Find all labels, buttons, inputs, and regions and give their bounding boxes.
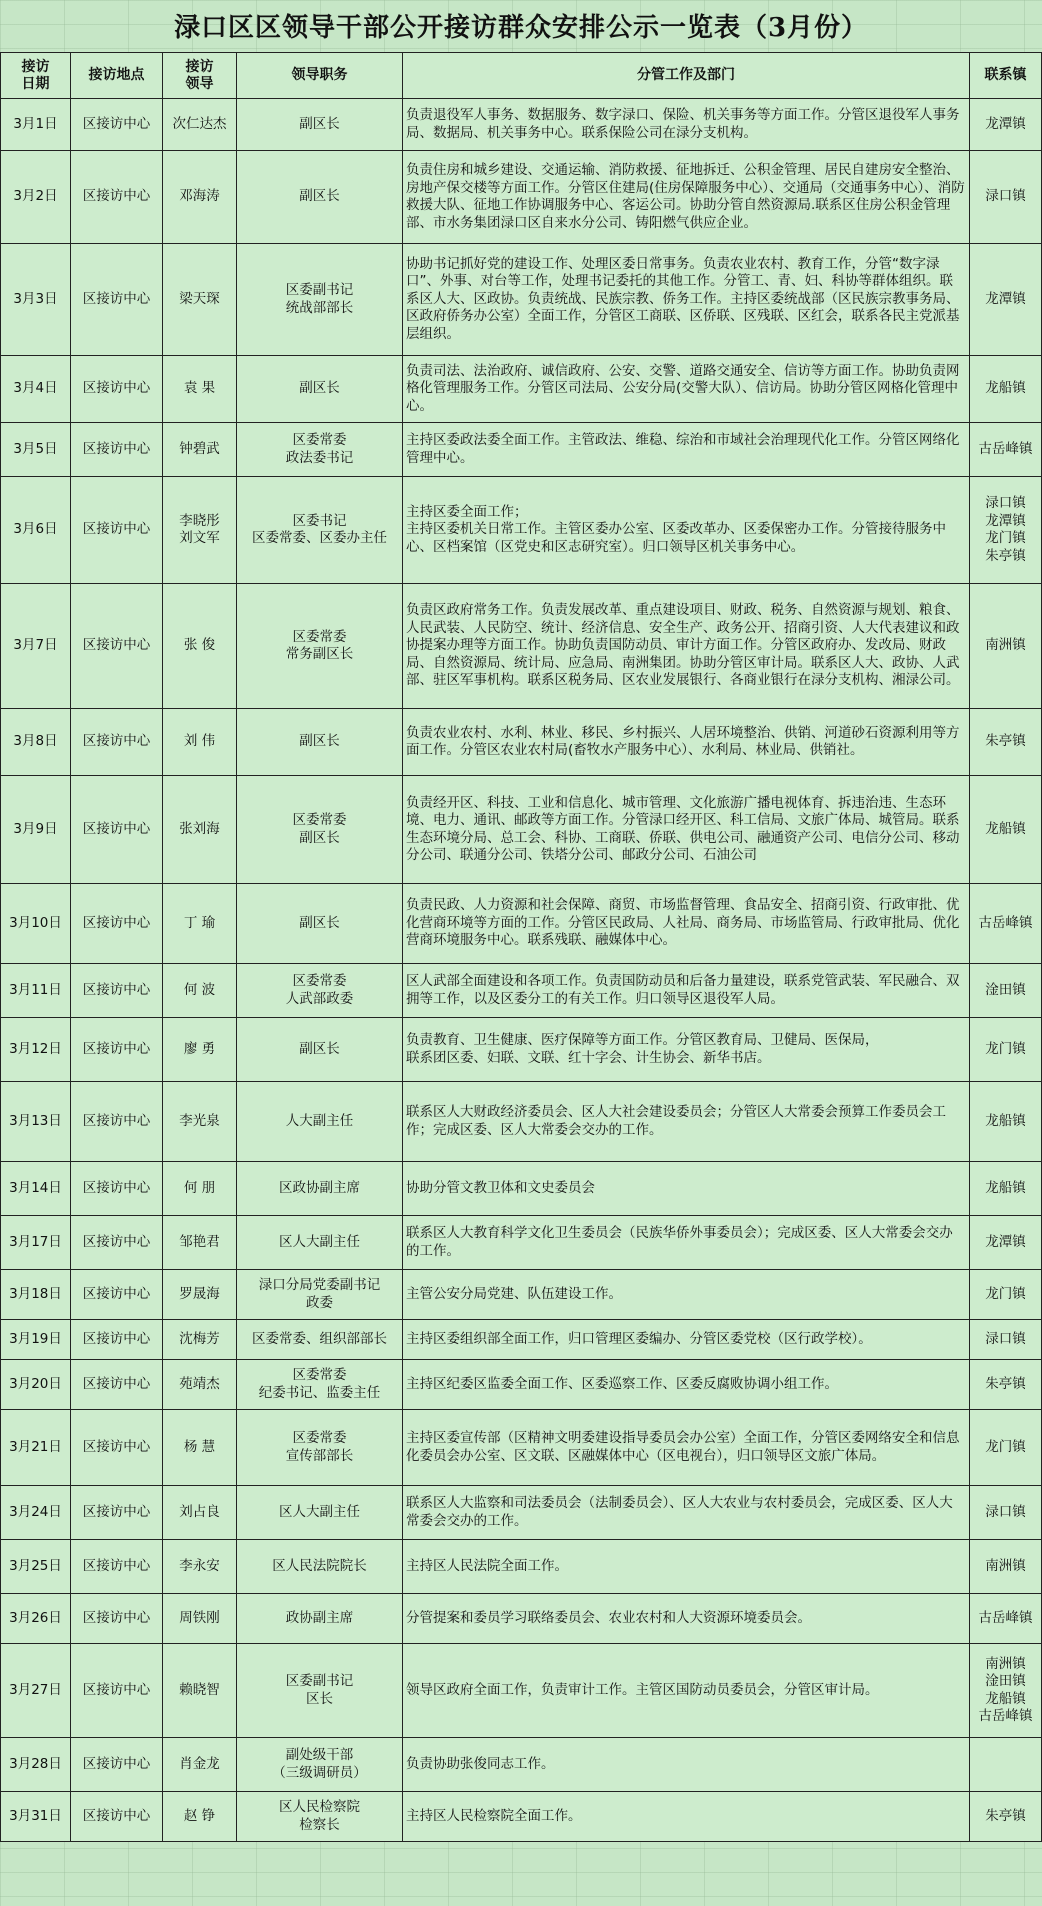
table-row bbox=[1, 584, 1042, 709]
cell-date: 3月4日 bbox=[1, 356, 71, 423]
table-row bbox=[1, 356, 1042, 423]
header-leader: 接访 领导 bbox=[163, 53, 237, 99]
cell-position: 区委副书记 区长 bbox=[237, 1644, 403, 1738]
table-row bbox=[1, 244, 1042, 356]
cell-duties: 主持区人民检察院全面工作。 bbox=[403, 1792, 970, 1842]
cell-leader: 何 朋 bbox=[163, 1162, 237, 1216]
cell-position: 区人民法院院长 bbox=[237, 1540, 403, 1594]
table-row bbox=[1, 709, 1042, 776]
table-row bbox=[1, 964, 1042, 1018]
table-row bbox=[1, 477, 1042, 584]
cell-duties: 主持区委宣传部（区精神文明委建设指导委员会办公室）全面工作，分管区委网络安全和信息化委员会办公室、区文联、区融媒体中心（区电视台），归口领导区文旅广体局。 bbox=[403, 1410, 970, 1486]
cell-contact: 朱亭镇 bbox=[970, 1792, 1042, 1842]
cell-place: 区接访中心 bbox=[71, 1082, 163, 1162]
cell-leader: 刘 伟 bbox=[163, 709, 237, 776]
cell-leader: 钟碧武 bbox=[163, 423, 237, 477]
cell-contact: 龙船镇 bbox=[970, 776, 1042, 884]
cell-duties: 主持区人民法院全面工作。 bbox=[403, 1540, 970, 1594]
table-row bbox=[1, 1738, 1042, 1792]
cell-leader: 杨 慧 bbox=[163, 1410, 237, 1486]
table-row bbox=[1, 423, 1042, 477]
cell-leader: 李永安 bbox=[163, 1540, 237, 1594]
cell-date: 3月9日 bbox=[1, 776, 71, 884]
header-place: 接访地点 bbox=[71, 53, 163, 99]
cell-contact: 龙船镇 bbox=[970, 1082, 1042, 1162]
table-row bbox=[1, 1792, 1042, 1842]
cell-date: 3月7日 bbox=[1, 584, 71, 709]
cell-contact: 古岳峰镇 bbox=[970, 884, 1042, 964]
cell-duties: 负责司法、法治政府、诚信政府、公安、交警、道路交通安全、信访等方面工作。协助负责网格化管理服务工作。分管区司法局、公安分局(交警大队）、信访局。协助分管区网格化管理中心。 bbox=[403, 356, 970, 423]
cell-position: 区委常委 纪委书记、监委主任 bbox=[237, 1360, 403, 1410]
cell-duties: 负责民政、人力资源和社会保障、商贸、市场监督管理、食品安全、招商引资、行政审批、优化营商环境等方面的工作。分管区民政局、人社局、商务局、市场监管局、行政审批局、优化营商环境服务中心。联系残联、融媒体中心。 bbox=[403, 884, 970, 964]
cell-place: 区接访中心 bbox=[71, 1486, 163, 1540]
cell-duties: 领导区政府全面工作，负责审计工作。主管区国防动员委员会，分管区审计局。 bbox=[403, 1644, 970, 1738]
cell-place: 区接访中心 bbox=[71, 884, 163, 964]
cell-date: 3月11日 bbox=[1, 964, 71, 1018]
header-duties: 分管工作及部门 bbox=[403, 53, 970, 99]
cell-leader: 赖晓智 bbox=[163, 1644, 237, 1738]
cell-position: 政协副主席 bbox=[237, 1594, 403, 1644]
cell-duties: 负责协助张俊同志工作。 bbox=[403, 1738, 970, 1792]
cell-duties: 负责退役军人事务、数据服务、数字渌口、保险、机关事务等方面工作。分管区退役军人事务局、数据局、机关事务中心。联系保险公司在渌分支机构。 bbox=[403, 99, 970, 151]
cell-position: 区委常委 政法委书记 bbox=[237, 423, 403, 477]
cell-place: 区接访中心 bbox=[71, 1540, 163, 1594]
cell-position: 区人民检察院 检察长 bbox=[237, 1792, 403, 1842]
cell-place: 区接访中心 bbox=[71, 1162, 163, 1216]
cell-date: 3月20日 bbox=[1, 1360, 71, 1410]
cell-date: 3月28日 bbox=[1, 1738, 71, 1792]
cell-duties: 主持区委组织部全面工作，归口管理区委编办、分管区委党校（区行政学校）。 bbox=[403, 1320, 970, 1360]
cell-leader: 李光泉 bbox=[163, 1082, 237, 1162]
cell-position: 人大副主任 bbox=[237, 1082, 403, 1162]
cell-date: 3月27日 bbox=[1, 1644, 71, 1738]
table-row bbox=[1, 1594, 1042, 1644]
table-row bbox=[1, 1644, 1042, 1738]
cell-position: 副区长 bbox=[237, 356, 403, 423]
cell-date: 3月25日 bbox=[1, 1540, 71, 1594]
cell-position: 副区长 bbox=[237, 1018, 403, 1082]
cell-position: 区委书记 区委常委、区委办主任 bbox=[237, 477, 403, 584]
table-row bbox=[1, 1320, 1042, 1360]
table-row bbox=[1, 1410, 1042, 1486]
cell-date: 3月24日 bbox=[1, 1486, 71, 1540]
cell-leader: 刘占良 bbox=[163, 1486, 237, 1540]
cell-contact: 南洲镇 bbox=[970, 1540, 1042, 1594]
cell-place: 区接访中心 bbox=[71, 1018, 163, 1082]
cell-leader: 廖 勇 bbox=[163, 1018, 237, 1082]
cell-contact: 古岳峰镇 bbox=[970, 423, 1042, 477]
cell-contact: 朱亭镇 bbox=[970, 1360, 1042, 1410]
cell-position: 区委副书记 统战部部长 bbox=[237, 244, 403, 356]
cell-position: 副区长 bbox=[237, 884, 403, 964]
cell-place: 区接访中心 bbox=[71, 776, 163, 884]
cell-place: 区接访中心 bbox=[71, 244, 163, 356]
cell-position: 区人大副主任 bbox=[237, 1486, 403, 1540]
cell-place: 区接访中心 bbox=[71, 1792, 163, 1842]
table-row bbox=[1, 1018, 1042, 1082]
cell-place: 区接访中心 bbox=[71, 709, 163, 776]
cell-contact: 龙门镇 bbox=[970, 1270, 1042, 1320]
cell-leader: 邓海涛 bbox=[163, 151, 237, 244]
cell-place: 区接访中心 bbox=[71, 1270, 163, 1320]
cell-duties: 协助书记抓好党的建设工作、处理区委日常事务。负责农业农村、教育工作，分管“数字渌口”、外事、对台等工作，处理书记委托的其他工作。分管工、青、妇、科协等群体组织。联系区人大、区政协。负责统战、民族宗教、侨务工作。主持区委统战部（区民族宗教事务局、区政府侨务办公室）全面工作，分管区工商联、区侨联、区残联、区红会，联系各民主党派基层组织。 bbox=[403, 244, 970, 356]
cell-place: 区接访中心 bbox=[71, 1594, 163, 1644]
cell-leader: 张刘海 bbox=[163, 776, 237, 884]
cell-position: 区委常委 人武部政委 bbox=[237, 964, 403, 1018]
cell-duties: 主持区委政法委全面工作。主管政法、维稳、综治和市域社会治理现代化工作。分管区网络化管理中心。 bbox=[403, 423, 970, 477]
cell-date: 3月12日 bbox=[1, 1018, 71, 1082]
table-row bbox=[1, 1486, 1042, 1540]
cell-duties: 负责住房和城乡建设、交通运输、消防救援、征地拆迁、公积金管理、居民自建房安全整治、房地产保交楼等方面工作。分管区住建局(住房保障服务中心）、交通局（交通事务中心）、消防救援大队、征地工作协调服务中心、客运公司。协助分管自然资源局.联系区住房公积金管理部、市水务集团渌口区自来水分公司、铸阳燃气供应企业。 bbox=[403, 151, 970, 244]
cell-leader: 李晓彤 刘文军 bbox=[163, 477, 237, 584]
cell-contact: 龙门镇 bbox=[970, 1018, 1042, 1082]
cell-duties: 负责农业农村、水利、林业、移民、乡村振兴、人居环境整治、供销、河道砂石资源利用等方面工作。分管区农业农村局(畜牧水产服务中心）、水利局、林业局、供销社。 bbox=[403, 709, 970, 776]
cell-contact: 龙船镇 bbox=[970, 1162, 1042, 1216]
cell-leader: 次仁达杰 bbox=[163, 99, 237, 151]
cell-leader: 赵 铮 bbox=[163, 1792, 237, 1842]
cell-place: 区接访中心 bbox=[71, 584, 163, 709]
cell-place: 区接访中心 bbox=[71, 99, 163, 151]
header-row bbox=[1, 53, 1042, 99]
cell-leader: 苑靖杰 bbox=[163, 1360, 237, 1410]
cell-place: 区接访中心 bbox=[71, 151, 163, 244]
table-row bbox=[1, 884, 1042, 964]
cell-date: 3月14日 bbox=[1, 1162, 71, 1216]
cell-position: 副处级干部 （三级调研员） bbox=[237, 1738, 403, 1792]
cell-leader: 梁天琛 bbox=[163, 244, 237, 356]
cell-duties: 区人武部全面建设和各项工作。负责国防动员和后备力量建设，联系党管武装、军民融合、双拥等工作，以及区委分工的有关工作。归口领导区退役军人局。 bbox=[403, 964, 970, 1018]
cell-contact: 龙潭镇 bbox=[970, 99, 1042, 151]
cell-date: 3月19日 bbox=[1, 1320, 71, 1360]
cell-position: 区人大副主任 bbox=[237, 1216, 403, 1270]
cell-contact: 渌口镇 龙潭镇 龙门镇 朱亭镇 bbox=[970, 477, 1042, 584]
cell-date: 3月17日 bbox=[1, 1216, 71, 1270]
cell-date: 3月1日 bbox=[1, 99, 71, 151]
cell-place: 区接访中心 bbox=[71, 1320, 163, 1360]
cell-duties: 主持区委全面工作； 主持区委机关日常工作。主管区委办公室、区委改革办、区委保密办工作。分管接待服务中心、区档案馆（区党史和区志研究室）。归口领导区机关事务中心。 bbox=[403, 477, 970, 584]
cell-contact: 南洲镇 淦田镇 龙船镇 古岳峰镇 bbox=[970, 1644, 1042, 1738]
table-row bbox=[1, 776, 1042, 884]
header-position: 领导职务 bbox=[237, 53, 403, 99]
cell-duties: 主管公安分局党建、队伍建设工作。 bbox=[403, 1270, 970, 1320]
cell-contact: 朱亭镇 bbox=[970, 709, 1042, 776]
cell-duties: 主持区纪委区监委全面工作、区委巡察工作、区委反腐败协调小组工作。 bbox=[403, 1360, 970, 1410]
table-row bbox=[1, 1270, 1042, 1320]
cell-date: 3月21日 bbox=[1, 1410, 71, 1486]
cell-place: 区接访中心 bbox=[71, 1360, 163, 1410]
table-row bbox=[1, 1216, 1042, 1270]
cell-date: 3月10日 bbox=[1, 884, 71, 964]
cell-contact: 古岳峰镇 bbox=[970, 1594, 1042, 1644]
cell-leader: 张 俊 bbox=[163, 584, 237, 709]
cell-date: 3月26日 bbox=[1, 1594, 71, 1644]
cell-contact: 龙门镇 bbox=[970, 1410, 1042, 1486]
cell-contact: 南洲镇 bbox=[970, 584, 1042, 709]
schedule-table bbox=[0, 52, 1042, 1842]
cell-contact bbox=[970, 1738, 1042, 1792]
table-row bbox=[1, 99, 1042, 151]
cell-position: 区委常委 宣传部部长 bbox=[237, 1410, 403, 1486]
cell-leader: 周铁刚 bbox=[163, 1594, 237, 1644]
cell-leader: 沈梅芳 bbox=[163, 1320, 237, 1360]
cell-position: 区委常委、组织部部长 bbox=[237, 1320, 403, 1360]
table-row bbox=[1, 151, 1042, 244]
cell-duties: 负责区政府常务工作。负责发展改革、重点建设项目、财政、税务、自然资源与规划、粮食、人民武装、人民防空、统计、经济信息、安全生产、政务公开、招商引资、人大代表建议和政协提案办理等方面工作。协助负责国防动员、审计方面工作。分管区政府办、发改局、财政局、自然资源局、统计局、应急局、南洲集团。协助分管区审计局。联系区人大、政协、人武部、驻区军事机构。联系区税务局、区农业发展银行、各商业银行在渌分支机构、湘渌公司。 bbox=[403, 584, 970, 709]
cell-position: 副区长 bbox=[237, 709, 403, 776]
cell-date: 3月8日 bbox=[1, 709, 71, 776]
cell-leader: 罗晟海 bbox=[163, 1270, 237, 1320]
cell-place: 区接访中心 bbox=[71, 964, 163, 1018]
cell-duties: 负责教育、卫生健康、医疗保障等方面工作。分管区教育局、卫健局、医保局， 联系团区委、妇联、文联、红十字会、计生协会、新华书店。 bbox=[403, 1018, 970, 1082]
cell-date: 3月5日 bbox=[1, 423, 71, 477]
cell-position: 副区长 bbox=[237, 99, 403, 151]
cell-position: 区政协副主席 bbox=[237, 1162, 403, 1216]
cell-duties: 联系区人大监察和司法委员会（法制委员会）、区人大农业与农村委员会，完成区委、区人大常委会交办的工作。 bbox=[403, 1486, 970, 1540]
cell-date: 3月18日 bbox=[1, 1270, 71, 1320]
cell-date: 3月6日 bbox=[1, 477, 71, 584]
cell-position: 区委常委 副区长 bbox=[237, 776, 403, 884]
cell-place: 区接访中心 bbox=[71, 477, 163, 584]
cell-contact: 龙潭镇 bbox=[970, 244, 1042, 356]
cell-duties: 负责经开区、科技、工业和信息化、城市管理、文化旅游广播电视体育、拆违治违、生态环境、电力、通讯、邮政等方面工作。分管渌口经开区、科工信局、文旅广体局、城管局。联系生态环境分局、总工会、科协、工商联、侨联、供电公司、融通资产公司、电信分公司、移动分公司、联通分公司、铁塔分公司、邮政分公司、石油公司 bbox=[403, 776, 970, 884]
cell-leader: 肖金龙 bbox=[163, 1738, 237, 1792]
cell-place: 区接访中心 bbox=[71, 356, 163, 423]
cell-contact: 渌口镇 bbox=[970, 1320, 1042, 1360]
cell-place: 区接访中心 bbox=[71, 1738, 163, 1792]
cell-leader: 何 波 bbox=[163, 964, 237, 1018]
table-row bbox=[1, 1540, 1042, 1594]
cell-contact: 龙潭镇 bbox=[970, 1216, 1042, 1270]
cell-place: 区接访中心 bbox=[71, 1410, 163, 1486]
cell-date: 3月3日 bbox=[1, 244, 71, 356]
cell-date: 3月31日 bbox=[1, 1792, 71, 1842]
cell-duties: 联系区人大财政经济委员会、区人大社会建设委员会；分管区人大常委会预算工作委员会工作；完成区委、区人大常委会交办的工作。 bbox=[403, 1082, 970, 1162]
page-title: 渌口区区领导干部公开接访群众安排公示一览表（3月份） bbox=[173, 12, 869, 43]
cell-contact: 渌口镇 bbox=[970, 151, 1042, 244]
cell-duties: 联系区人大教育科学文化卫生委员会（民族华侨外事委员会）；完成区委、区人大常委会交办的工作。 bbox=[403, 1216, 970, 1270]
cell-date: 3月2日 bbox=[1, 151, 71, 244]
cell-contact: 渌口镇 bbox=[970, 1486, 1042, 1540]
cell-position: 渌口分局党委副书记 政委 bbox=[237, 1270, 403, 1320]
header-date: 接访 日期 bbox=[1, 53, 71, 99]
cell-place: 区接访中心 bbox=[71, 1644, 163, 1738]
cell-date: 3月13日 bbox=[1, 1082, 71, 1162]
cell-position: 副区长 bbox=[237, 151, 403, 244]
cell-leader: 丁 瑜 bbox=[163, 884, 237, 964]
table-row bbox=[1, 1360, 1042, 1410]
cell-duties: 协助分管文教卫体和文史委员会 bbox=[403, 1162, 970, 1216]
cell-contact: 淦田镇 bbox=[970, 964, 1042, 1018]
cell-leader: 袁 果 bbox=[163, 356, 237, 423]
cell-position: 区委常委 常务副区长 bbox=[237, 584, 403, 709]
cell-contact: 龙船镇 bbox=[970, 356, 1042, 423]
header-contact: 联系镇 bbox=[970, 53, 1042, 99]
cell-place: 区接访中心 bbox=[71, 423, 163, 477]
table-row bbox=[1, 1162, 1042, 1216]
cell-duties: 分管提案和委员学习联络委员会、农业农村和人大资源环境委员会。 bbox=[403, 1594, 970, 1644]
cell-leader: 邹艳君 bbox=[163, 1216, 237, 1270]
cell-place: 区接访中心 bbox=[71, 1216, 163, 1270]
table-row bbox=[1, 1082, 1042, 1162]
